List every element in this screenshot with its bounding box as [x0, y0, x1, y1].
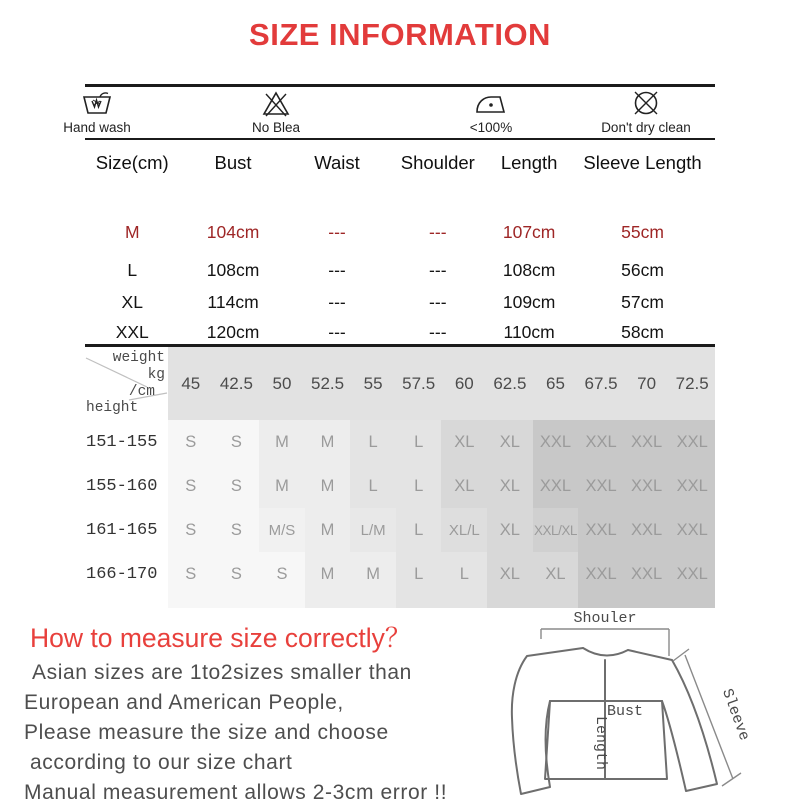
cell-length: 107cm	[502, 222, 556, 242]
cell-bust: 108cm	[206, 260, 260, 280]
care-label: Don't dry clean	[601, 120, 691, 135]
col-header-size: Size(cm)	[95, 152, 169, 173]
matrix-cell: XXL	[578, 552, 624, 596]
matrix-cell: XL	[441, 464, 487, 508]
sleeve-label: Sleeve	[718, 686, 753, 744]
height-row-label: 166-170	[85, 552, 168, 596]
measure-line: according to our size chart	[30, 751, 293, 774]
height-row-label: 151-155	[85, 420, 168, 464]
col-header-waist: Waist	[314, 152, 360, 173]
corner-cm-label: /cm	[128, 384, 155, 400]
divider-line	[85, 84, 715, 87]
bust-label: Bust	[606, 703, 644, 720]
hand-wash-icon	[80, 89, 114, 117]
cell-waist: ---	[328, 260, 346, 280]
cell-shoulder: ---	[429, 222, 447, 242]
matrix-cell: L	[396, 552, 442, 596]
no-dry-clean-icon	[631, 89, 661, 117]
matrix-cell: XXL	[578, 420, 624, 464]
matrix-cell: M	[305, 552, 351, 596]
care-item-no-dry-clean	[586, 89, 706, 135]
col-header-shoulder: Shoulder	[400, 152, 475, 173]
measure-line: Asian sizes are 1to2sizes smaller than	[32, 661, 412, 684]
right-sleeve-line	[628, 650, 717, 791]
weight-header: 70	[624, 347, 670, 420]
care-label: No Blea	[251, 120, 301, 135]
matrix-cell: L/M	[350, 508, 396, 552]
cell-shoulder: ---	[429, 322, 447, 342]
col-header-sleeve-length: Sleeve Length	[583, 152, 702, 173]
weight-header: 62.5	[487, 347, 533, 420]
col-header-bust: Bust	[214, 152, 252, 173]
matrix-cell: XXL	[624, 552, 670, 596]
matrix-cell: M	[259, 464, 305, 508]
cell-length: 110cm	[503, 322, 555, 342]
matrix-cell: S	[168, 552, 214, 596]
matrix-cell: XXL	[533, 464, 579, 508]
cell-sleeve: 56cm	[621, 260, 664, 280]
height-row-label: 155-160	[85, 464, 168, 508]
height-row-label: 161-165	[85, 508, 168, 552]
table-row-xl	[85, 292, 715, 313]
matrix-cell: XXL	[578, 508, 624, 552]
cell-waist: ---	[328, 292, 346, 312]
cell-waist: ---	[328, 222, 346, 242]
weight-header: 72.5	[669, 347, 715, 420]
measure-line: Manual measurement allows 2-3cm error !!	[24, 781, 448, 804]
col-header-length: Length	[500, 152, 558, 173]
matrix-cell: XXL	[578, 464, 624, 508]
corner-weight-label: weight	[112, 350, 165, 366]
matrix-cell: XXL	[533, 420, 579, 464]
cell-shoulder: ---	[429, 260, 447, 280]
matrix-cell: L	[350, 420, 396, 464]
matrix-cell: XL	[487, 508, 533, 552]
matrix-footer-band	[441, 596, 487, 608]
cell-size: M	[124, 222, 140, 242]
matrix-footer-band	[214, 596, 260, 608]
matrix-cell: S	[214, 420, 260, 464]
matrix-cell: L	[441, 552, 487, 596]
corner-height-label: height	[86, 400, 139, 416]
cell-bust: 114cm	[207, 292, 259, 312]
iron-icon	[474, 89, 508, 117]
left-sleeve-line	[512, 648, 583, 794]
matrix-cell: M	[350, 552, 396, 596]
collar-line	[583, 648, 628, 656]
matrix-cell: S	[214, 508, 260, 552]
matrix-footer-band	[305, 596, 351, 608]
corner-kg-label: kg	[147, 367, 165, 383]
matrix-cell: L	[396, 420, 442, 464]
cell-bust: 120cm	[206, 322, 260, 342]
table-row-l	[85, 260, 715, 281]
matrix-cell: XXL	[669, 552, 715, 596]
weight-header: 55	[350, 347, 396, 420]
matrix-cell: L	[350, 464, 396, 508]
matrix-footer-spacer	[85, 596, 168, 608]
matrix-footer-band	[350, 596, 396, 608]
matrix-footer-band	[168, 596, 214, 608]
table-row-xxl	[85, 322, 715, 343]
cell-length: 108cm	[502, 260, 556, 280]
matrix-cell: L	[396, 464, 442, 508]
care-item-hand-wash	[37, 89, 157, 135]
size-table-header	[85, 152, 715, 174]
weight-header: 52.5	[305, 347, 351, 420]
matrix-cell: XL	[533, 552, 579, 596]
matrix-cell: XXL	[624, 508, 670, 552]
cell-sleeve: 58cm	[621, 322, 664, 342]
divider-line	[85, 138, 715, 140]
length-label: Length	[592, 715, 609, 771]
cell-waist: ---	[328, 322, 346, 342]
weight-height-matrix	[85, 347, 715, 608]
matrix-cell: XXL/XL	[533, 508, 579, 552]
measure-line: Please measure the size and choose	[24, 721, 389, 744]
cell-sleeve: 55cm	[621, 222, 664, 242]
weight-header: 45	[168, 347, 214, 420]
matrix-cell: XXL	[669, 464, 715, 508]
weight-header: 57.5	[396, 347, 442, 420]
weight-header: 50	[259, 347, 305, 420]
matrix-cell: M	[305, 508, 351, 552]
matrix-cell: S	[168, 420, 214, 464]
matrix-cell: XXL	[624, 420, 670, 464]
care-label: <100%	[469, 120, 513, 135]
no-bleach-icon	[261, 89, 291, 117]
weight-header: 60	[441, 347, 487, 420]
shoulder-label: Shouler	[573, 610, 637, 627]
cell-shoulder: ---	[429, 292, 447, 312]
table-row-m	[85, 222, 715, 243]
cell-size: XXL	[115, 322, 149, 342]
cell-size: XL	[121, 292, 143, 312]
care-label: Hand wash	[63, 120, 131, 135]
matrix-cell: M	[259, 420, 305, 464]
matrix-cell: XXL	[624, 464, 670, 508]
cell-sleeve: 57cm	[621, 292, 664, 312]
matrix-cell: XXL	[669, 420, 715, 464]
weight-header: 42.5	[214, 347, 260, 420]
matrix-footer-band	[396, 596, 442, 608]
matrix-cell: M/S	[259, 508, 305, 552]
matrix-cell: S	[259, 552, 305, 596]
page-title: SIZE INFORMATION	[249, 17, 551, 52]
matrix-cell: S	[168, 464, 214, 508]
matrix-cell: XL/L	[441, 508, 487, 552]
cell-length: 109cm	[502, 292, 556, 312]
matrix-cell: XL	[487, 464, 533, 508]
matrix-cell: XL	[441, 420, 487, 464]
matrix-cell: L	[396, 508, 442, 552]
measure-heading: How to measure size correctly？	[30, 623, 412, 653]
care-item-iron	[431, 89, 551, 135]
matrix-cell: XL	[487, 420, 533, 464]
measure-line: European and American People,	[24, 691, 344, 714]
matrix-cell: S	[214, 552, 260, 596]
weight-header: 67.5	[578, 347, 624, 420]
weight-header: 65	[533, 347, 579, 420]
cell-bust: 104cm	[206, 222, 260, 242]
care-item-no-bleach	[216, 89, 336, 135]
cell-size: L	[127, 260, 138, 280]
matrix-cell: S	[168, 508, 214, 552]
matrix-corner-cell	[85, 347, 168, 420]
matrix-cell: S	[214, 464, 260, 508]
measure-instructions	[24, 616, 510, 808]
matrix-cell: XXL	[669, 508, 715, 552]
matrix-cell: XL	[487, 552, 533, 596]
matrix-footer-band	[259, 596, 305, 608]
garment-measure-diagram	[505, 598, 800, 800]
matrix-cell: M	[305, 420, 351, 464]
matrix-cell: M	[305, 464, 351, 508]
